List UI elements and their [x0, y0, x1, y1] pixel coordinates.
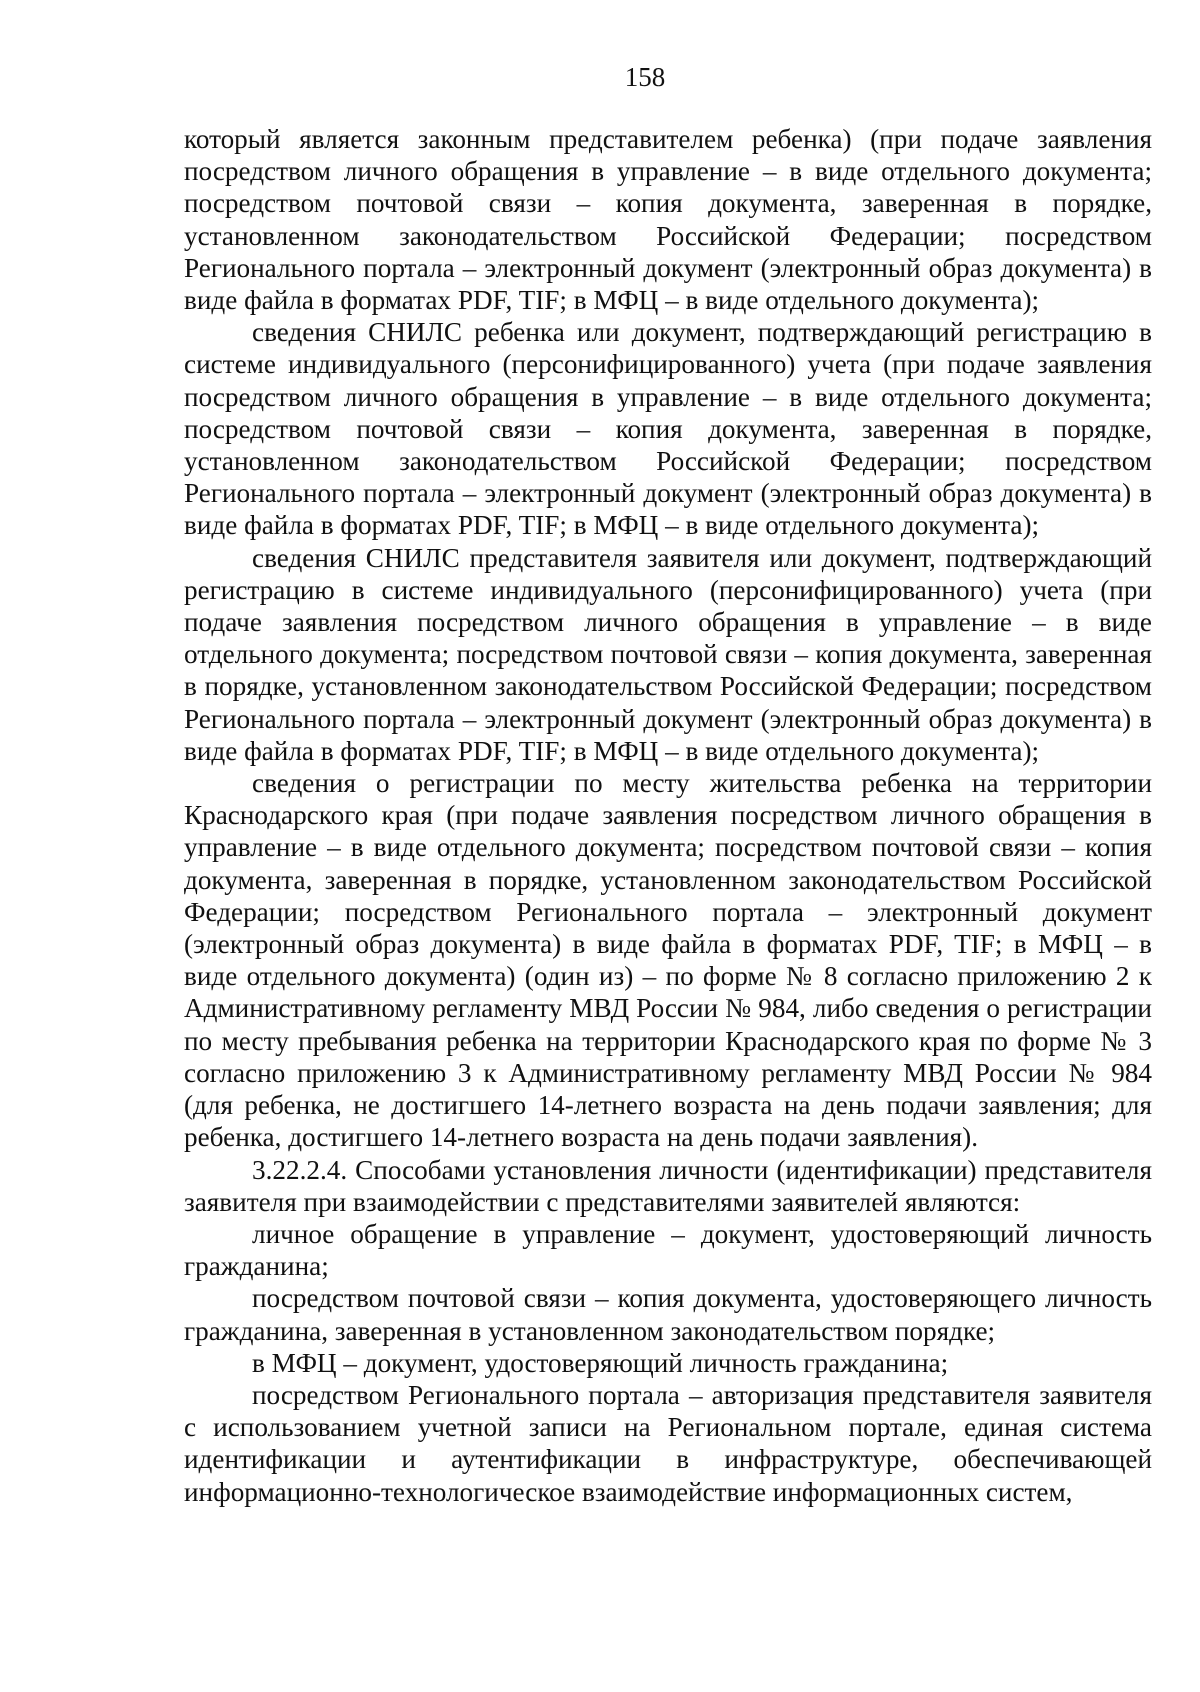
- document-body: [184, 123, 1152, 1508]
- page-number: 158: [624, 62, 666, 92]
- paragraph-registration-info: сведения о регистрации по месту жительства ребенка на территории Краснодарского края (при подаче заявления посредством личного обращения в управление – в виде отдельного документа; посредством почтовой связи – копия документа, заверенная в порядке, установленном законодательством Российской Федерации; посредством Регионального портала – электронный документ (электронный образ документа) в виде файла в форматах PDF, TIF; в МФЦ – в виде отдельного документа) (один из) – по форме № 8 согласно приложению 2 к Административному регламенту МВД России № 984, либо сведения о регистрации по месту пребывания ребенка на территории Краснодарского края по форме № 3 согласно приложению 3 к Административному регламенту МВД России № 984 (для ребенка, не достигшего 14-летнего возраста на день подачи заявления; для ребенка, достигшего 14-летнего возраста на день подачи заявления).: [184, 768, 1152, 1153]
- paragraph-mfc: в МФЦ – документ, удостоверяющий личность гражданина;: [252, 1347, 949, 1378]
- paragraph-snils-representative: сведения СНИЛС представителя заявителя или документ, подтверждающий регистрацию в системе индивидуального (персонифицированного) учета (при подаче заявления посредством личного обращения в управление – в виде отдельного документа; посредством почтовой связи – копия документа, заверенная в порядке, установленном законодательством Российской Федерации; посредством Регионального портала – электронный документ (электронный образ документа) в виде файла в форматах PDF, TIF; в МФЦ – в виде отдельного документа);: [184, 542, 1152, 766]
- paragraph-snils-child: сведения СНИЛС ребенка или документ, подтверждающий регистрацию в системе индивидуального (персонифицированного) учета (при подаче заявления посредством личного обращения в управление – в виде отдельного документа; посредством почтовой связи – копия документа, заверенная в порядке, установленном законодательством Российской Федерации; посредством Регионального портала – электронный документ (электронный образ документа) в виде файла в форматах PDF, TIF; в МФЦ – в виде отдельного документа);: [184, 317, 1152, 541]
- paragraph-section-3-22-2-4: 3.22.2.4. Способами установления личности (идентификации) представителя заявителя при взаимодействии с представителями заявителей являются:: [184, 1154, 1152, 1217]
- paragraph-postal: посредством почтовой связи – копия документа, удостоверяющего личность гражданина, заверенная в установленном законодательством порядке;: [184, 1283, 1152, 1346]
- paragraph-personal-visit: личное обращение в управление – документ, удостоверяющий личность гражданина;: [184, 1218, 1152, 1282]
- paragraph-continuation: который является законным представителем ребенка) (при подаче заявления посредством личного обращения в управление – в виде отдельного документа; посредством почтовой связи – копия документа, заверенная в порядке, установленном законодательством Российской Федерации; посредством Регионального портала – электронный документ (электронный образ документа) в виде файла в форматах PDF, TIF; в МФЦ – в виде отдельного документа);: [184, 124, 1152, 316]
- paragraph-regional-portal: посредством Регионального портала – авторизация представителя заявителя с использованием учетной записи на Региональном портале, единая система идентификации и аутентификации в инфраструктуре, обеспечивающей информационно-технологическое взаимодействие информационных систем,: [184, 1379, 1152, 1507]
